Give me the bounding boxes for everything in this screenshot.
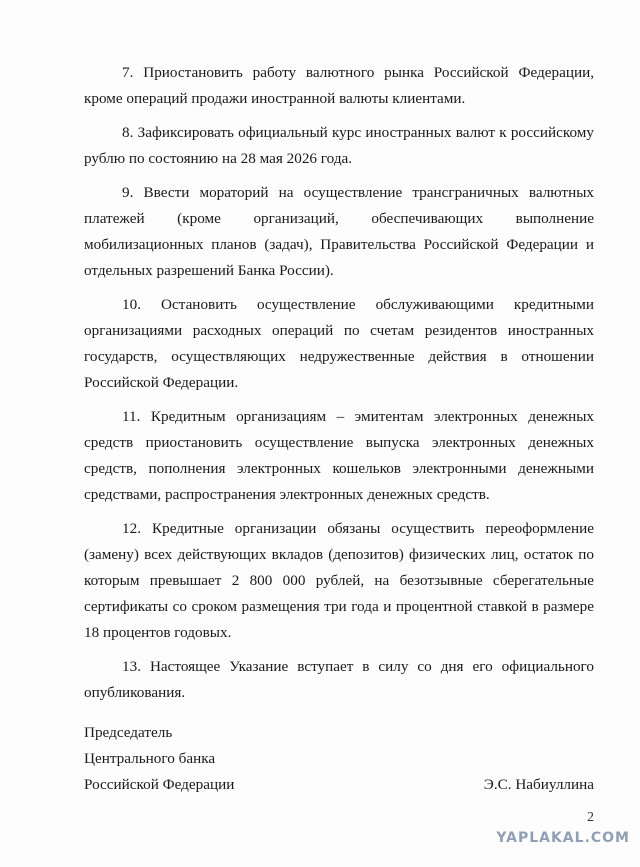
- paragraph-10: 10. Остановить осуществление обслуживающими кредитными организациями расходных операций по счетам резидентов иностранных государств, осуществляющих недружественные действия в отношении Российской Федерации.: [84, 296, 594, 391]
- signatory-name: Э.С. Набиуллина: [483, 776, 594, 793]
- page-number: 2: [587, 810, 594, 825]
- signature-final-line: [84, 772, 594, 798]
- site-watermark: YAPLAKAL.COM: [496, 830, 630, 846]
- paragraph-11: 11. Кредитным организациям – эмитентам электронных денежных средств приостановить осуществление выпуска электронных денежных средств, пополнения электронных кошельков электронными денежными средствами, распространения электронных денежных средств.: [84, 408, 594, 503]
- paragraph-7: 7. Приостановить работу валютного рынка Российской Федерации, кроме операций продажи иностранной валюты клиентами.: [84, 64, 594, 107]
- signature-title-line3: Российской Федерации: [84, 776, 235, 793]
- paragraph-8: 8. Зафиксировать официальный курс иностранных валют к российскому рублю по состоянию на 28 мая 2026 года.: [84, 124, 594, 167]
- paragraph-9: 9. Ввести мораторий на осуществление трансграничных валютных платежей (кроме организаций, обеспечивающих выполнение мобилизационных планов (задач), Правительства Российской Федерации и отдельных разрешений Банка России).: [84, 184, 594, 279]
- paragraph-12: 12. Кредитные организации обязаны осуществить переоформление (замену) всех действующих вкладов (депозитов) физических лиц, остаток по которым превышает 2 800 000 рублей, на безотзывные сберегательные сертификаты со сроком размещения три года и процентной ставкой в размере 18 процентов годовых.: [84, 520, 594, 641]
- signature-block: [84, 720, 594, 798]
- document-body: [84, 60, 594, 714]
- signature-title-line2: Центрального банка: [84, 750, 216, 767]
- signature-title-line1: Председатель: [84, 724, 173, 741]
- paragraph-13: 13. Настоящее Указание вступает в силу со дня его официального опубликования.: [84, 658, 594, 701]
